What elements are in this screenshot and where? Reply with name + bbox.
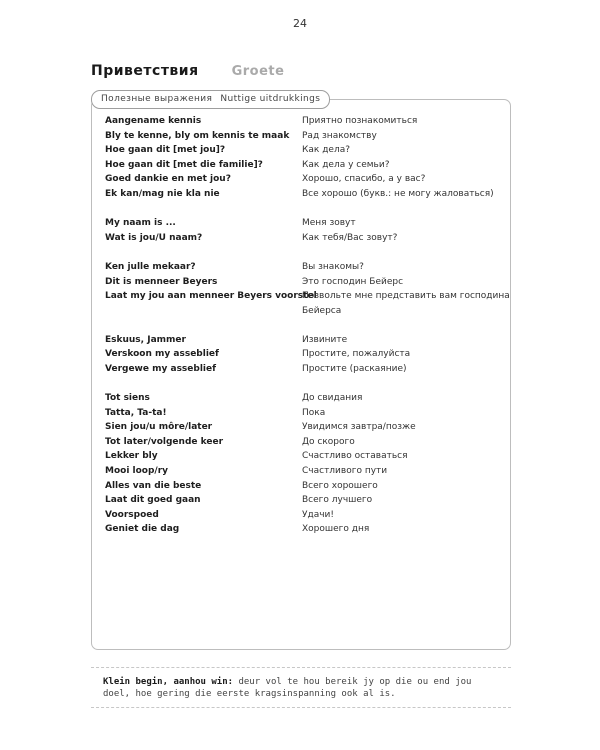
phrase-russian: Как дела у семьи? (302, 159, 390, 170)
phrase-russian: Рад знакомству (302, 130, 377, 141)
phrase-afrikaans: My naam is ... (105, 218, 176, 229)
section-title (91, 60, 284, 79)
phrase-afrikaans: Wat is jou/U naam? (105, 232, 203, 243)
phrase-row (105, 479, 515, 494)
phrase-russian: Извините (302, 334, 348, 345)
phrase-afrikaans: Aangename kennis (105, 116, 202, 126)
phrase-afrikaans: Bly te kenne, bly om kennis te maak (105, 130, 290, 141)
phrase-russian: До скорого (302, 436, 355, 447)
phrase-row (105, 275, 515, 290)
phrase-afrikaans: Geniet die dag (105, 524, 180, 535)
phrase-row (105, 391, 515, 406)
phrase-row (105, 187, 515, 202)
phrase-afrikaans: Vergewe my asseblief (105, 363, 217, 374)
phrase-afrikaans: Tot later/volgende keer (105, 436, 224, 447)
phrase-row (105, 493, 515, 508)
phrase-row (105, 508, 515, 523)
phrase-afrikaans: Sien jou/u môre/later (105, 422, 213, 433)
phrase-russian: Как тебя/Вас зовут? (302, 232, 398, 243)
phrase-row (105, 260, 515, 275)
phrase-row (105, 158, 515, 173)
title-russian: Приветствия (91, 63, 199, 79)
phrase-russian: Всего лучшего (302, 495, 373, 506)
phrase-row (105, 406, 515, 421)
phrase-row (105, 449, 515, 464)
phrase-russian: Пока (302, 407, 326, 418)
phrase-box-tab (91, 90, 330, 109)
phrase-russian: Приятно познакомиться (302, 116, 418, 126)
phrase-afrikaans: Ek kan/mag nie kla nie (105, 188, 220, 199)
phrase-row (105, 347, 515, 362)
proverb-lead: Klein begin, aanhou win: (103, 677, 234, 687)
phrase-row (105, 435, 515, 450)
phrase-russian: Всего хорошего (302, 480, 378, 491)
phrase-russian: Увидимся завтра/позже (302, 422, 416, 433)
phrase-row (105, 420, 515, 435)
page-number: 24 (293, 17, 307, 30)
phrase-russian: Простите, пожалуйста (302, 349, 411, 360)
phrase-russian: Счастливого пути (302, 466, 388, 477)
phrase-afrikaans: Hoe gaan dit [met die familie]? (105, 159, 263, 170)
phrase-russian: Счастливо оставаться (302, 451, 408, 462)
proverb-text: deur vol te hou bereik jy op die ou end jou doel, hoe gering die eerste kragsinspanning ook al is. (103, 677, 472, 699)
phrase-row (105, 464, 515, 479)
tab-label-russian: Полезные выражения (101, 94, 213, 104)
phrase-afrikaans: Alles van die beste (105, 480, 202, 491)
phrase-russian: Простите (раскаяние) (302, 363, 407, 374)
phrase-row (105, 522, 515, 537)
phrase-afrikaans: Voorspoed (105, 509, 159, 520)
phrase-russian: Хорошо, спасибо, а у вас? (302, 174, 426, 185)
title-afrikaans: Groete (231, 64, 285, 79)
phrase-afrikaans: Verskoon my asseblief (105, 349, 219, 360)
phrase-row (105, 231, 515, 246)
phrase-russian: Это господин Бейерс (302, 276, 404, 287)
tab-label-afrikaans: Nuttige uitdrukkings (220, 94, 321, 104)
phrase-row (105, 216, 515, 231)
phrase-afrikaans: Laat dit goed gaan (105, 495, 201, 506)
phrase-row (105, 289, 515, 316)
phrase-afrikaans: Lekker bly (105, 451, 158, 462)
phrase-russian: До свидания (302, 393, 363, 404)
phrase-row (105, 143, 515, 158)
phrase-russian: Меня зовут (302, 218, 356, 229)
phrase-afrikaans: Laat my jou aan menneer Beyers voorstel (105, 291, 317, 302)
phrase-afrikaans: Ken julle mekaar? (105, 261, 196, 272)
phrase-row (105, 362, 515, 377)
phrase-russian: Хорошего дня (302, 524, 370, 535)
phrase-afrikaans: Goed dankie en met jou? (105, 174, 231, 185)
phrase-afrikaans: Dit is menneer Beyers (105, 276, 218, 287)
phrase-row (105, 129, 515, 144)
proverb-footer (91, 667, 511, 708)
phrase-russian: Все хорошо (букв.: не могу жаловаться) (302, 188, 494, 199)
phrase-row (105, 114, 515, 129)
phrase-row (105, 333, 515, 348)
phrase-list (105, 114, 515, 537)
phrase-russian: Позвольте мне представить вам господина Бейерса (302, 291, 510, 316)
phrase-russian: Удачи! (302, 509, 334, 520)
phrase-afrikaans: Eskuus, Jammer (105, 334, 186, 345)
phrase-russian: Вы знакомы? (302, 261, 364, 272)
phrase-afrikaans: Mooi loop/ry (105, 466, 169, 477)
phrase-afrikaans: Hoe gaan dit [met jou]? (105, 145, 226, 156)
phrase-russian: Как дела? (302, 145, 351, 156)
phrase-afrikaans: Tatta, Ta-ta! (105, 407, 167, 418)
phrase-row (105, 172, 515, 187)
phrase-afrikaans: Tot siens (105, 393, 150, 404)
